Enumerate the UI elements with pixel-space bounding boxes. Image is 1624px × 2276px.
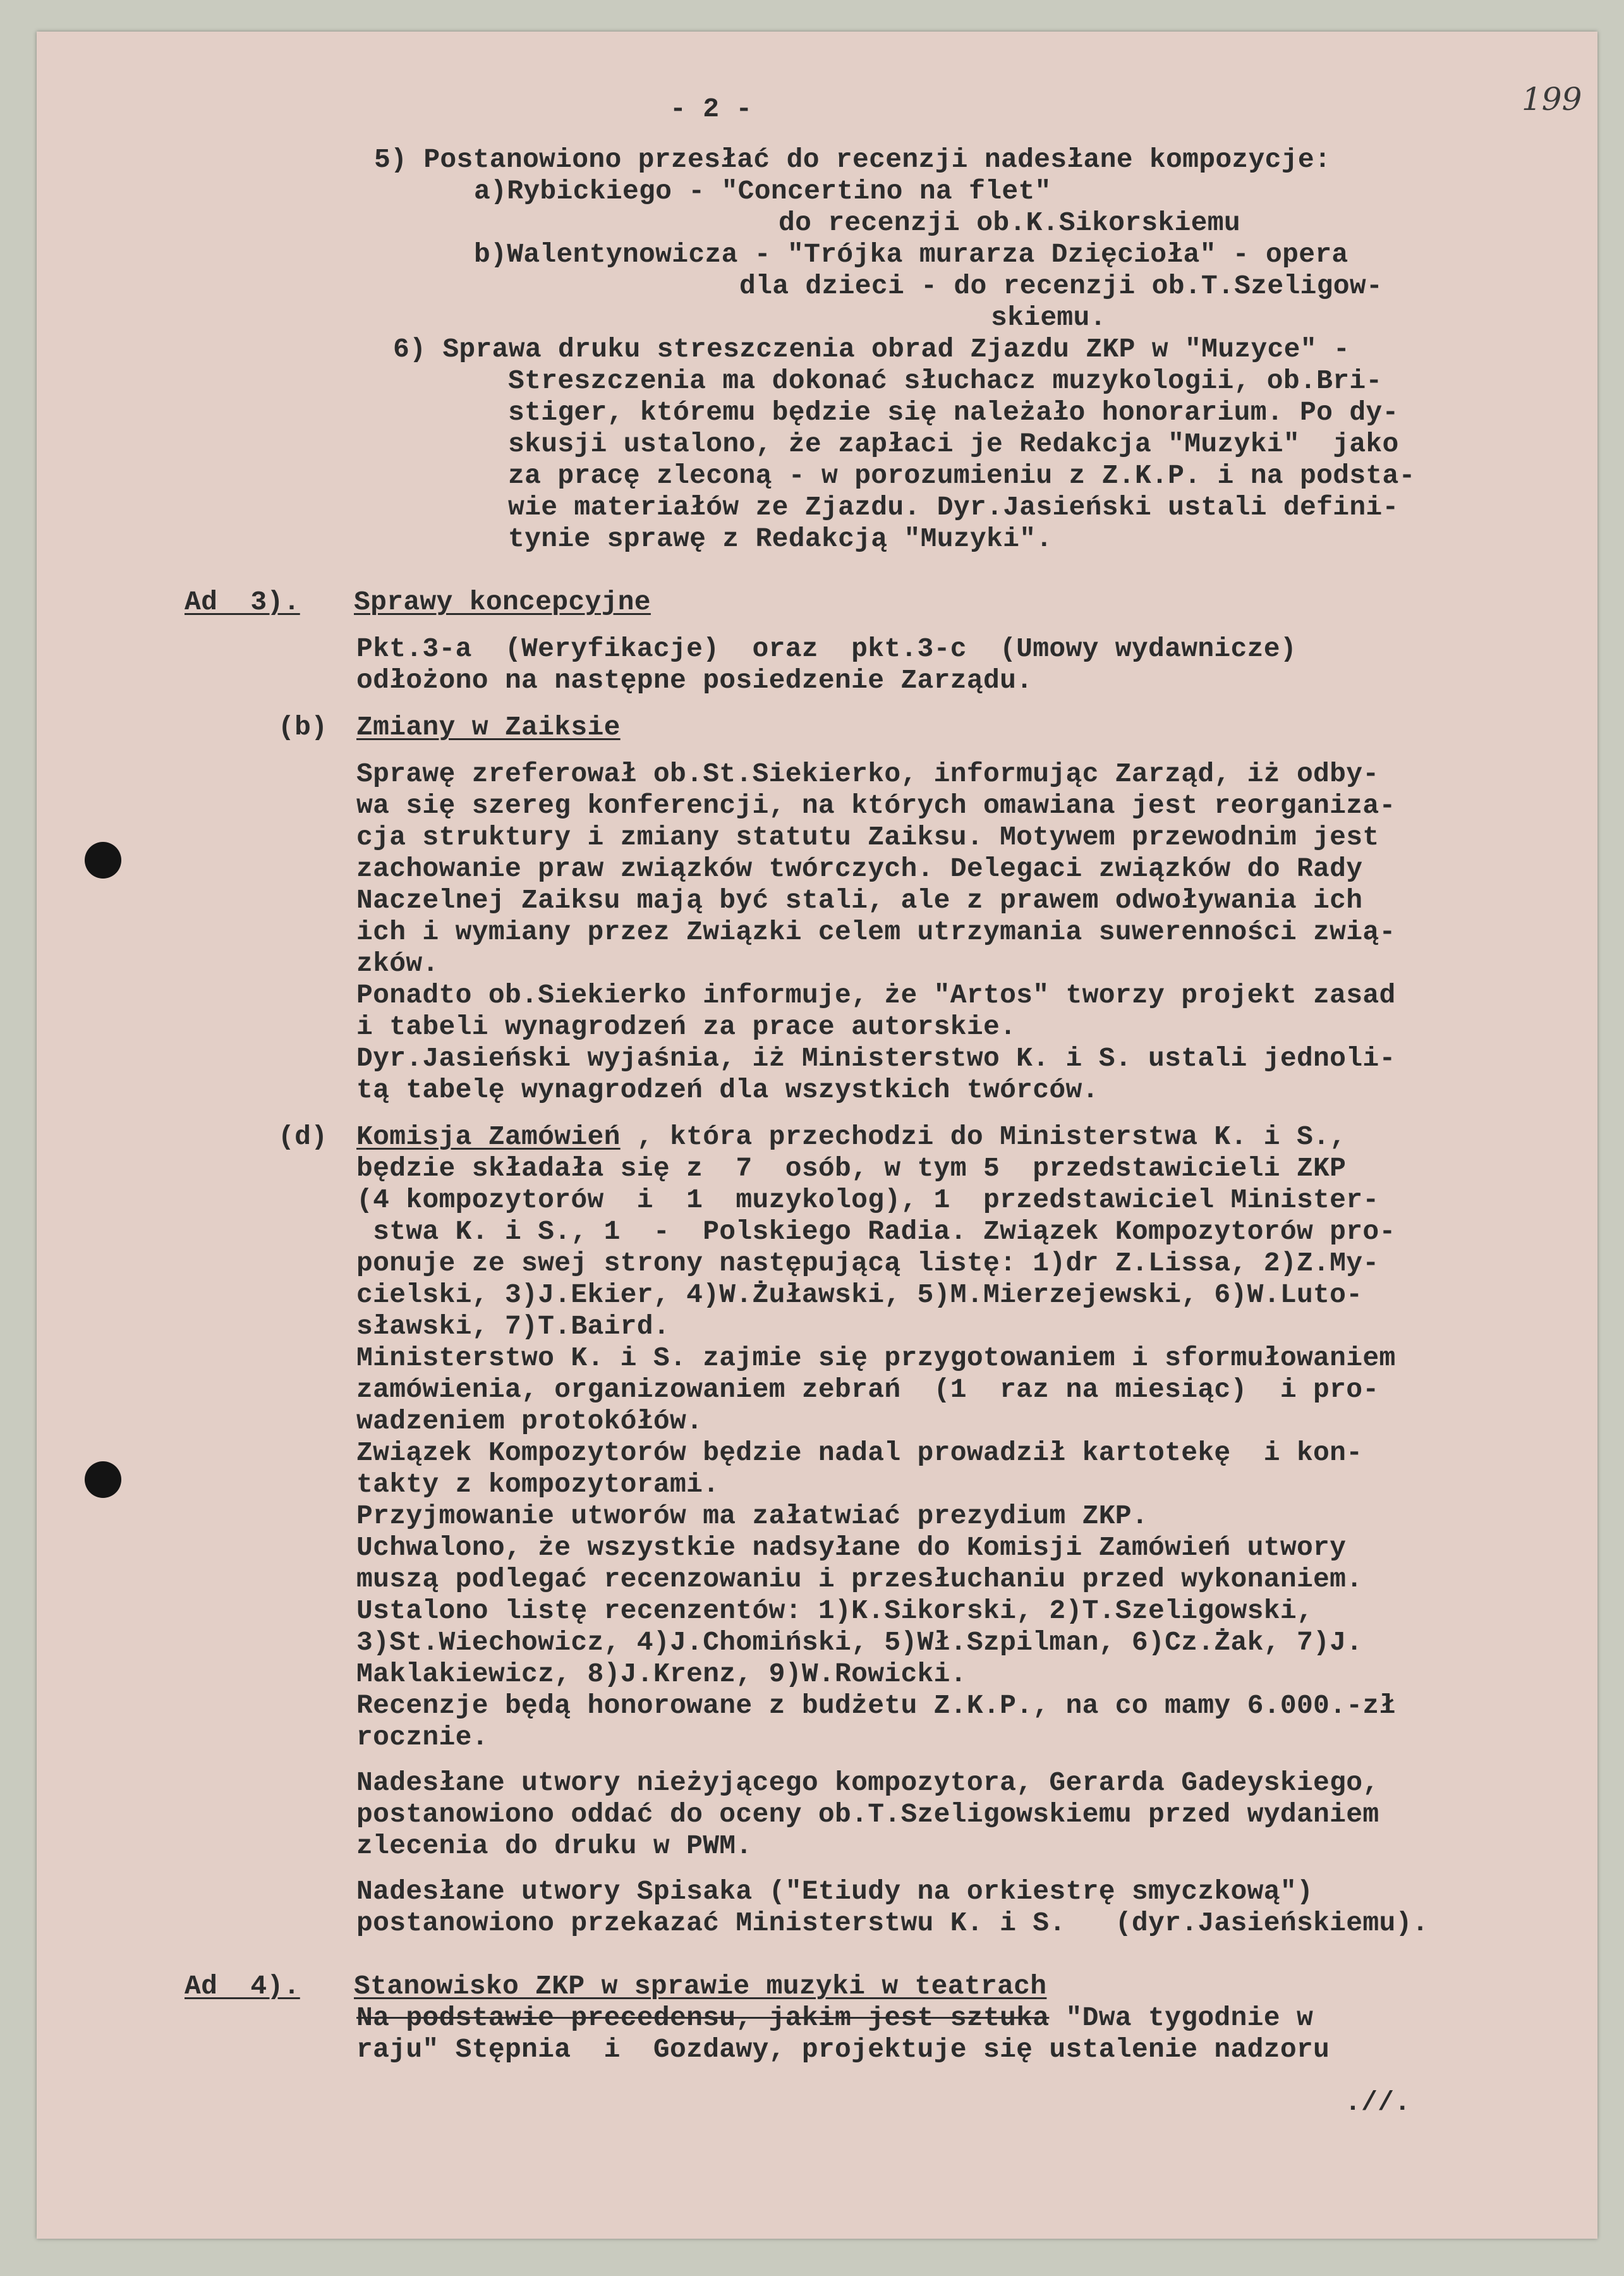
text-line: postanowiono przekazać Ministerstwu K. i S. (dyr.Jasieńskiemu). [356,1908,1429,1938]
text-line: Streszczenia ma dokonać słuchacz muzykologii, ob.Bri- [508,365,1383,396]
ad3-d-first-line [356,1121,1346,1153]
ad3-heading: Sprawy koncepcyjne [354,587,651,618]
text-line: Związek Kompozytorów będzie nadal prowadził kartotekę i kon- [356,1437,1363,1468]
text-line: skiemu. [991,302,1106,333]
text-line: wadzeniem protokółów. [356,1406,703,1437]
text-line: do recenzji ob.K.Sikorskiemu [779,207,1240,238]
text-line: Przyjmowanie utworów ma załatwiać prezydium ZKP. [356,1500,1149,1531]
ad4-line-1-rest: "Dwa tygodnie w [1049,2002,1314,2033]
text-line: stwa K. i S., 1 - Polskiego Radia. Związek Kompozytorów pro- [356,1216,1396,1247]
text-line: Nadesłane utwory Spisaka ("Etiudy na orkiestrę smyczkową") [356,1876,1314,1907]
text-line: tynie sprawę z Redakcją "Muzyki". [508,523,1053,554]
text-line: Maklakiewicz, 8)J.Krenz, 9)W.Rowicki. [356,1658,967,1689]
text-line: ich i wymiany przez Związki celem utrzymania suwerenności zwią- [356,916,1396,947]
punch-hole-top [85,842,121,879]
text-line: zlecenia do druku w PWM. [356,1830,753,1861]
text-line: zamówienia, organizowaniem zebrań (1 raz na miesiąc) i pro- [356,1374,1379,1405]
text-line: Ministerstwo K. i S. zajmie się przygotowaniem i sformułowaniem [356,1342,1396,1373]
text-line: dla dzieci - do recenzji ob.T.Szeligow- [739,271,1383,301]
ad4-struck-text: Na podstawie precedensu, jakim jest sztuka [356,2002,1050,2033]
text-line: cielski, 3)J.Ekier, 4)W.Żuławski, 5)M.Mierzejewski, 6)W.Luto- [356,1279,1363,1310]
text-line: 6) Sprawa druku streszczenia obrad Zjazdu ZKP w "Muzyce" - [393,334,1350,365]
text-line: stiger, któremu będzie się należało honorarium. Po dy- [508,397,1399,428]
text-line: wa się szereg konferencji, na których omawiana jest reorganiza- [356,790,1396,821]
ad3-d-first-rest: , która przechodzi do Ministerstwa K. i S., [620,1121,1347,1152]
text-line: ponuje ze swej strony następującą listę: 1)dr Z.Lissa, 2)Z.My- [356,1248,1379,1279]
text-line: Naczelnej Zaiksu mają być stali, ale z prawem odwoływania ich [356,885,1363,916]
text-line: Uchwalono, że wszystkie nadsyłane do Komisji Zamówień utwory [356,1532,1347,1563]
text-line: Ponadto ob.Siekierko informuje, że "Artos" tworzy projekt zasad [356,980,1396,1011]
text-line: (4 kompozytorów i 1 muzykolog), 1 przedstawiciel Minister- [356,1184,1379,1215]
punch-hole-bottom [85,1461,121,1498]
ad4-line-1 [356,2002,1313,2034]
ad4-heading: Stanowisko ZKP w sprawie muzyki w teatrach [354,1971,1047,2002]
text-line: tą tabelę wynagrodzeń dla wszystkich twórców. [356,1074,1099,1105]
ad3-b-heading: Zmiany w Zaiksie [356,712,621,743]
text-line: sławski, 7)T.Baird. [356,1311,670,1342]
text-line: a)Rybickiego - "Concertino na flet" [474,176,1051,207]
ad3-b-label: (b) [278,712,328,743]
text-line: b)Walentynowicza - "Trójka murarza Dzięcioła" - opera [474,239,1348,270]
text-line: muszą podlegać recenzowaniu i przesłuchaniu przed wykonaniem. [356,1564,1363,1595]
text-line: rocznie. [356,1722,488,1753]
text-line: Recenzje będą honorowane z budżetu Z.K.P., na co mamy 6.000.-zł [356,1690,1396,1721]
text-line: skusji ustalono, że zapłaci je Redakcja "Muzyki" jako [508,429,1399,459]
text-line: Ustalono listę recenzentów: 1)K.Sikorski, 2)T.Szeligowski, [356,1595,1314,1626]
text-line: Nadesłane utwory nieżyjącego kompozytora, Gerarda Gadeyskiego, [356,1767,1379,1798]
page-number: - 2 - [670,94,753,125]
ad4-label: Ad 4). [185,1971,300,2002]
ad4-line-2: raju" Stępnia i Gozdawy, projektuje się ustalenie nadzoru [356,2034,1330,2065]
text-line: 3)St.Wiechowicz, 4)J.Chomiński, 5)Wł.Szpilman, 6)Cz.Żak, 7)J. [356,1627,1363,1658]
text-line: Dyr.Jasieński wyjaśnia, iż Ministerstwo K. i S. ustali jednoli- [356,1043,1396,1074]
text-line: cja struktury i zmiany statutu Zaiksu. Motywem przewodnim jest [356,822,1379,853]
text-line: zków. [356,948,439,979]
text-line: zachowanie praw związków twórczych. Delegaci związków do Rady [356,853,1363,884]
text-line: i tabeli wynagrodzeń za prace autorskie. [356,1011,1017,1042]
continuation-mark: .//. [1345,2087,1411,2118]
ad3-d-heading: Komisja Zamówień [356,1121,621,1152]
ad3-d-label: (d) [278,1121,328,1152]
text-line: postanowiono oddać do oceny ob.T.Szeligowskiemu przed wydaniem [356,1799,1379,1830]
text-line: 5) Postanowiono przesłać do recenzji nadesłane kompozycje: [374,144,1331,175]
ad3-label: Ad 3). [185,587,300,618]
text-line: wie materiałów ze Zjazdu. Dyr.Jasieński ustali defini- [508,492,1399,523]
text-line: za pracę zleconą - w porozumieniu z Z.K.P. i na podsta- [508,460,1415,491]
ad3-intro-line: odłożono na następne posiedzenie Zarządu. [356,665,1033,696]
handwritten-page-number: 199 [1522,81,1582,118]
text-line: takty z kompozytorami. [356,1469,720,1500]
ad3-intro-line: Pkt.3-a (Weryfikacje) oraz pkt.3-c (Umowy wydawnicze) [356,633,1297,664]
text-line: będzie składała się z 7 osób, w tym 5 przedstawicieli ZKP [356,1153,1347,1184]
text-line: Sprawę zreferował ob.St.Siekierko, informując Zarząd, iż odby- [356,758,1379,789]
